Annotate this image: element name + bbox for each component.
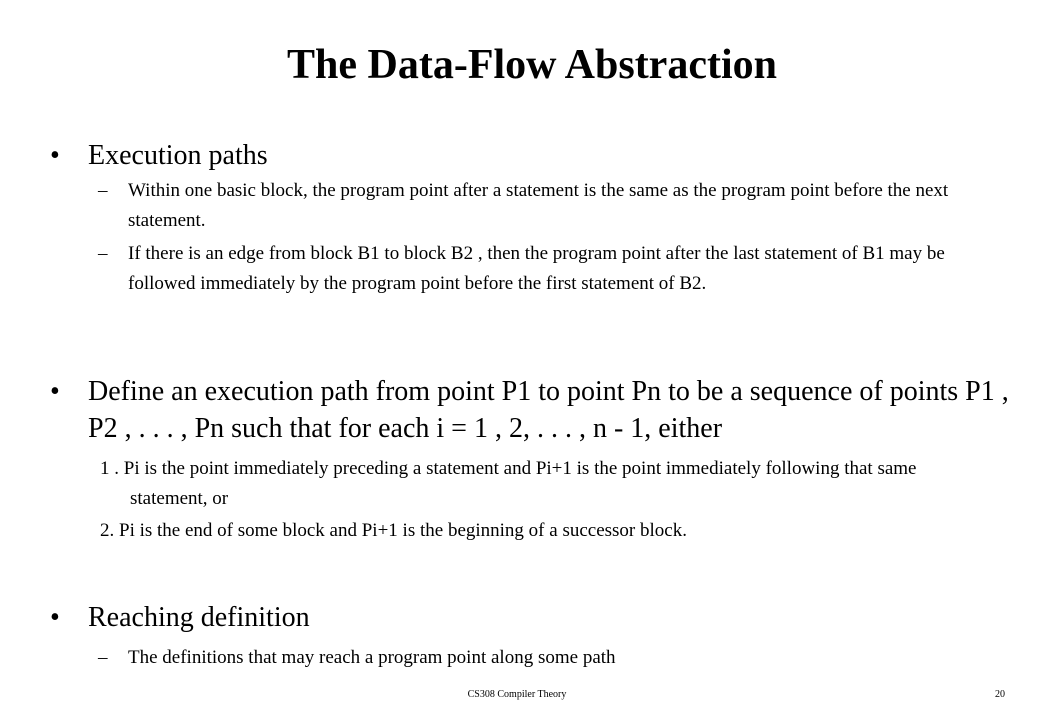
bullet-icon: • <box>50 602 60 633</box>
bullet-text: Execution paths <box>88 140 268 171</box>
dash-icon: – <box>98 180 108 201</box>
sub-bullet-text: If there is an edge from block B1 to block B2 , then the program point after the last statement of B1 may be followed immediately by the program point before the first statement of B2. <box>128 243 945 294</box>
numbered-item-text: 1 . Pi is the point immediately preceding a statement and Pi+1 is the point immediately following that same statement, or <box>100 458 917 509</box>
numbered-item-text: 2. Pi is the end of some block and Pi+1 is the beginning of a successor block. <box>100 520 687 541</box>
sub-bullet-text: The definitions that may reach a program point along some path <box>128 647 616 668</box>
footer-page-number: 20 <box>995 689 1005 700</box>
bullet-text: Reaching definition <box>88 602 310 633</box>
bullet-define-execution-path <box>50 373 1010 447</box>
dash-icon: – <box>98 243 108 264</box>
dash-icon: – <box>98 647 108 668</box>
sub-bullet-reaching-definition <box>98 643 970 673</box>
sub-bullet-text: Within one basic block, the program point after a statement is the same as the program point before the next statement. <box>128 180 949 231</box>
sub-bullet-basic-block <box>98 176 970 236</box>
bullet-icon: • <box>50 140 60 171</box>
bullet-text: Define an execution path from point P1 to point Pn to be a sequence of points P1 , P2 , . . . , Pn such that for each i = 1 , 2, . . . , n - 1, either <box>88 376 1009 444</box>
numbered-item-2 <box>100 516 970 546</box>
numbered-item-1 <box>100 454 970 514</box>
footer-course: CS308 Compiler Theory <box>467 689 567 700</box>
bullet-icon: • <box>50 376 60 407</box>
bullet-execution-paths <box>50 137 1010 174</box>
slide-title: The Data-Flow Abstraction <box>287 42 777 88</box>
sub-bullet-edge <box>98 239 970 299</box>
bullet-reaching-definition <box>50 599 1010 636</box>
